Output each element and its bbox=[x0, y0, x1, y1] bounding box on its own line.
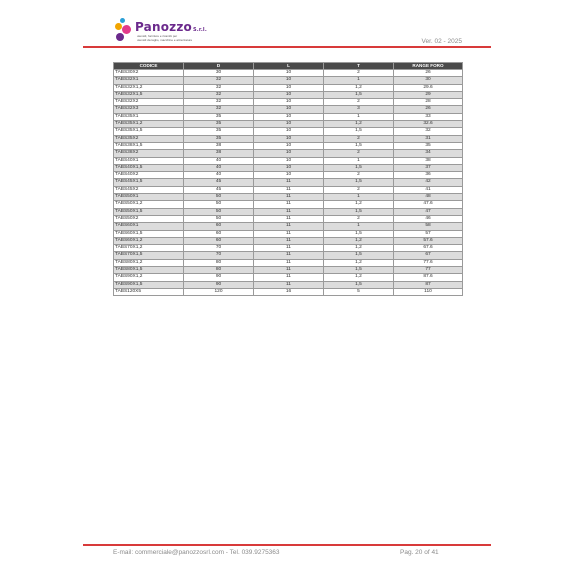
table-cell: 1,2 bbox=[324, 245, 394, 252]
table-cell: 11 bbox=[254, 215, 324, 222]
table-row bbox=[114, 179, 463, 186]
table-row bbox=[114, 70, 463, 77]
table-cell: 11 bbox=[254, 259, 324, 266]
column-header: D bbox=[184, 63, 254, 70]
table-cell: 5 bbox=[324, 288, 394, 295]
table-cell: 11 bbox=[254, 208, 324, 215]
table-cell: 34 bbox=[394, 150, 463, 157]
footer-contact: E-mail: commerciale@panozzosrl.com - Tel. 039.9275363 bbox=[113, 549, 280, 556]
table-cell: 11 bbox=[254, 186, 324, 193]
table-cell: 10 bbox=[254, 106, 324, 113]
column-header: T bbox=[324, 63, 394, 70]
table-header-row bbox=[114, 63, 463, 70]
table-cell: 11 bbox=[254, 179, 324, 186]
table-cell: TABS30X2 bbox=[114, 70, 184, 77]
table-row bbox=[114, 113, 463, 120]
table-row bbox=[114, 150, 463, 157]
table-cell: 32 bbox=[184, 106, 254, 113]
table-row bbox=[114, 186, 463, 193]
table-cell: 10 bbox=[254, 157, 324, 164]
table-cell: 40 bbox=[184, 172, 254, 179]
table-cell: 110 bbox=[394, 288, 463, 295]
document-version: Ver. 02 - 2025 bbox=[421, 38, 462, 45]
company-logo bbox=[113, 18, 223, 44]
product-table-container bbox=[113, 62, 462, 296]
table-row bbox=[114, 252, 463, 259]
table-row bbox=[114, 164, 463, 171]
table-cell: 1,2 bbox=[324, 274, 394, 281]
table-cell: 11 bbox=[254, 267, 324, 274]
table-cell: 90 bbox=[184, 274, 254, 281]
table-cell: 67 bbox=[394, 252, 463, 259]
table-cell: TABS32X1,2 bbox=[114, 84, 184, 91]
table-row bbox=[114, 84, 463, 91]
table-cell: TABS70X1,5 bbox=[114, 252, 184, 259]
table-cell: 1,5 bbox=[324, 281, 394, 288]
table-cell: 1,5 bbox=[324, 91, 394, 98]
table-cell: 60 bbox=[184, 223, 254, 230]
header-divider bbox=[83, 46, 491, 48]
table-cell: TABS60X1,2 bbox=[114, 237, 184, 244]
table-cell: 80 bbox=[184, 267, 254, 274]
table-cell: 87.6 bbox=[394, 274, 463, 281]
table-cell: 70 bbox=[184, 252, 254, 259]
table-cell: 1 bbox=[324, 113, 394, 120]
table-cell: 32 bbox=[184, 84, 254, 91]
table-cell: TABS35X2 bbox=[114, 135, 184, 142]
table-cell: 1,2 bbox=[324, 237, 394, 244]
table-cell: 28 bbox=[394, 99, 463, 106]
table-cell: 1 bbox=[324, 157, 394, 164]
table-cell: 10 bbox=[254, 128, 324, 135]
table-row bbox=[114, 215, 463, 222]
table-cell: 1,5 bbox=[324, 252, 394, 259]
table-cell: 67.6 bbox=[394, 245, 463, 252]
table-body bbox=[114, 70, 463, 296]
table-row bbox=[114, 259, 463, 266]
table-cell: 10 bbox=[254, 164, 324, 171]
table-cell: 120 bbox=[184, 288, 254, 295]
table-cell: TABS35X1,5 bbox=[114, 128, 184, 135]
table-cell: TABS50X1 bbox=[114, 194, 184, 201]
table-cell: 40 bbox=[184, 164, 254, 171]
table-row bbox=[114, 208, 463, 215]
table-cell: TABS45X1,5 bbox=[114, 179, 184, 186]
table-row bbox=[114, 142, 463, 149]
table-row bbox=[114, 194, 463, 201]
table-cell: 38 bbox=[184, 142, 254, 149]
table-cell: 42 bbox=[394, 179, 463, 186]
table-cell: 32.6 bbox=[394, 121, 463, 128]
table-cell: TABS32X1 bbox=[114, 77, 184, 84]
table-cell: 1,2 bbox=[324, 121, 394, 128]
table-cell: 2 bbox=[324, 215, 394, 222]
table-cell: TABS32X1,5 bbox=[114, 91, 184, 98]
table-cell: 87 bbox=[394, 281, 463, 288]
table-cell: TABS35X1,2 bbox=[114, 121, 184, 128]
table-cell: 1,5 bbox=[324, 164, 394, 171]
table-cell: 30 bbox=[394, 77, 463, 84]
tagline-line-1: utensili, forniture e ricambi per bbox=[137, 34, 178, 38]
table-cell: 30 bbox=[184, 70, 254, 77]
table-cell: 37 bbox=[394, 164, 463, 171]
table-cell: TABS40X2 bbox=[114, 172, 184, 179]
table-cell: 1,5 bbox=[324, 179, 394, 186]
table-cell: TABS40X1 bbox=[114, 157, 184, 164]
table-cell: 10 bbox=[254, 142, 324, 149]
table-row bbox=[114, 267, 463, 274]
table-cell: TABS40X1,5 bbox=[114, 164, 184, 171]
table-cell: 2 bbox=[324, 150, 394, 157]
logo-dots-icon bbox=[113, 18, 135, 44]
table-cell: 11 bbox=[254, 252, 324, 259]
table-cell: 2 bbox=[324, 135, 394, 142]
table-cell: 10 bbox=[254, 113, 324, 120]
table-cell: 1,2 bbox=[324, 84, 394, 91]
table-cell: 50 bbox=[184, 208, 254, 215]
table-row bbox=[114, 237, 463, 244]
column-header: CODICE bbox=[114, 63, 184, 70]
brand-name: PanozzoS.r.l. bbox=[135, 20, 207, 34]
table-cell: TABS32X2 bbox=[114, 99, 184, 106]
table-cell: 32 bbox=[394, 128, 463, 135]
table-cell: 1 bbox=[324, 194, 394, 201]
table-row bbox=[114, 172, 463, 179]
table-cell: 26 bbox=[394, 70, 463, 77]
table-cell: TABS38X1,5 bbox=[114, 142, 184, 149]
table-cell: 77 bbox=[394, 267, 463, 274]
table-cell: 10 bbox=[254, 150, 324, 157]
table-cell: 26 bbox=[394, 106, 463, 113]
table-cell: 45 bbox=[184, 186, 254, 193]
table-cell: 1 bbox=[324, 223, 394, 230]
table-cell: 11 bbox=[254, 245, 324, 252]
table-cell: 11 bbox=[254, 230, 324, 237]
table-cell: TABS90X1,5 bbox=[114, 281, 184, 288]
table-cell: TABS50X1,2 bbox=[114, 201, 184, 208]
table-cell: 10 bbox=[254, 135, 324, 142]
table-cell: TABS38X2 bbox=[114, 150, 184, 157]
table-row bbox=[114, 135, 463, 142]
table-cell: 36 bbox=[394, 172, 463, 179]
table-cell: 3 bbox=[324, 106, 394, 113]
column-header: RANGE FORO bbox=[394, 63, 463, 70]
table-cell: 47.6 bbox=[394, 201, 463, 208]
table-cell: 35 bbox=[184, 135, 254, 142]
table-cell: 2 bbox=[324, 172, 394, 179]
table-row bbox=[114, 223, 463, 230]
footer-divider bbox=[83, 544, 491, 546]
table-cell: 80 bbox=[184, 259, 254, 266]
table-row bbox=[114, 106, 463, 113]
tagline-line-2: utensili da taglio, macchine e attrezzature bbox=[137, 37, 193, 42]
table-cell: 58 bbox=[394, 223, 463, 230]
table-cell: 11 bbox=[254, 237, 324, 244]
table-cell: 57 bbox=[394, 230, 463, 237]
brand-tagline bbox=[137, 35, 192, 42]
table-row bbox=[114, 281, 463, 288]
table-cell: 2 bbox=[324, 186, 394, 193]
table-cell: 1,5 bbox=[324, 142, 394, 149]
table-cell: 11 bbox=[254, 194, 324, 201]
table-cell: 57.6 bbox=[394, 237, 463, 244]
table-cell: 35 bbox=[184, 121, 254, 128]
table-cell: 60 bbox=[184, 230, 254, 237]
table-cell: 90 bbox=[184, 281, 254, 288]
table-row bbox=[114, 274, 463, 281]
table-cell: 38 bbox=[394, 157, 463, 164]
table-cell: 35 bbox=[394, 142, 463, 149]
table-row bbox=[114, 288, 463, 295]
table-cell: 1,5 bbox=[324, 267, 394, 274]
table-cell: TABS80X1,5 bbox=[114, 267, 184, 274]
table-cell: 10 bbox=[254, 99, 324, 106]
table-cell: 11 bbox=[254, 281, 324, 288]
table-cell: 2 bbox=[324, 70, 394, 77]
table-cell: 47 bbox=[394, 208, 463, 215]
table-cell: 10 bbox=[254, 77, 324, 84]
table-cell: 1,5 bbox=[324, 128, 394, 135]
table-cell: 10 bbox=[254, 91, 324, 98]
table-cell: TABS35X1 bbox=[114, 113, 184, 120]
table-cell: 33 bbox=[394, 113, 463, 120]
table-cell: 2 bbox=[324, 99, 394, 106]
table-cell: 11 bbox=[254, 223, 324, 230]
table-cell: 38 bbox=[184, 150, 254, 157]
table-cell: 1,5 bbox=[324, 208, 394, 215]
table-cell: TABS45X2 bbox=[114, 186, 184, 193]
table-cell: 77.6 bbox=[394, 259, 463, 266]
table-cell: 11 bbox=[254, 274, 324, 281]
product-table bbox=[113, 62, 463, 296]
table-cell: 50 bbox=[184, 215, 254, 222]
table-cell: 31 bbox=[394, 135, 463, 142]
table-row bbox=[114, 77, 463, 84]
table-cell: TABS60X1,5 bbox=[114, 230, 184, 237]
table-cell: 50 bbox=[184, 201, 254, 208]
table-cell: TABS50X1,5 bbox=[114, 208, 184, 215]
table-cell: 48 bbox=[394, 194, 463, 201]
table-cell: 32 bbox=[184, 99, 254, 106]
table-cell: TABS90X1,2 bbox=[114, 274, 184, 281]
table-cell: 29 bbox=[394, 91, 463, 98]
table-row bbox=[114, 99, 463, 106]
table-cell: 16 bbox=[254, 288, 324, 295]
table-row bbox=[114, 121, 463, 128]
table-cell: 10 bbox=[254, 70, 324, 77]
table-row bbox=[114, 201, 463, 208]
table-cell: 11 bbox=[254, 201, 324, 208]
table-cell: 29.6 bbox=[394, 84, 463, 91]
brand-suffix: S.r.l. bbox=[192, 27, 207, 33]
table-cell: TABS60X1 bbox=[114, 223, 184, 230]
table-cell: 1,2 bbox=[324, 201, 394, 208]
table-row bbox=[114, 230, 463, 237]
table-cell: TABS32X3 bbox=[114, 106, 184, 113]
table-cell: 45 bbox=[184, 179, 254, 186]
table-cell: 1,5 bbox=[324, 230, 394, 237]
table-cell: 46 bbox=[394, 215, 463, 222]
column-header: L bbox=[254, 63, 324, 70]
table-cell: 10 bbox=[254, 121, 324, 128]
page-number: Pag. 20 of 41 bbox=[400, 549, 439, 556]
table-row bbox=[114, 245, 463, 252]
table-cell: 10 bbox=[254, 172, 324, 179]
table-row bbox=[114, 128, 463, 135]
table-cell: 1,2 bbox=[324, 259, 394, 266]
table-cell: 50 bbox=[184, 194, 254, 201]
table-cell: 40 bbox=[184, 157, 254, 164]
table-cell: 70 bbox=[184, 245, 254, 252]
table-cell: 32 bbox=[184, 77, 254, 84]
table-row bbox=[114, 91, 463, 98]
table-cell: 35 bbox=[184, 113, 254, 120]
table-cell: 1 bbox=[324, 77, 394, 84]
table-cell: 35 bbox=[184, 128, 254, 135]
table-cell: 10 bbox=[254, 84, 324, 91]
table-cell: TABS50X2 bbox=[114, 215, 184, 222]
table-cell: TABS70X1,2 bbox=[114, 245, 184, 252]
table-cell: 32 bbox=[184, 91, 254, 98]
table-cell: 60 bbox=[184, 237, 254, 244]
table-cell: TABS120X5 bbox=[114, 288, 184, 295]
table-cell: TABS80X1,2 bbox=[114, 259, 184, 266]
table-cell: 41 bbox=[394, 186, 463, 193]
table-row bbox=[114, 157, 463, 164]
